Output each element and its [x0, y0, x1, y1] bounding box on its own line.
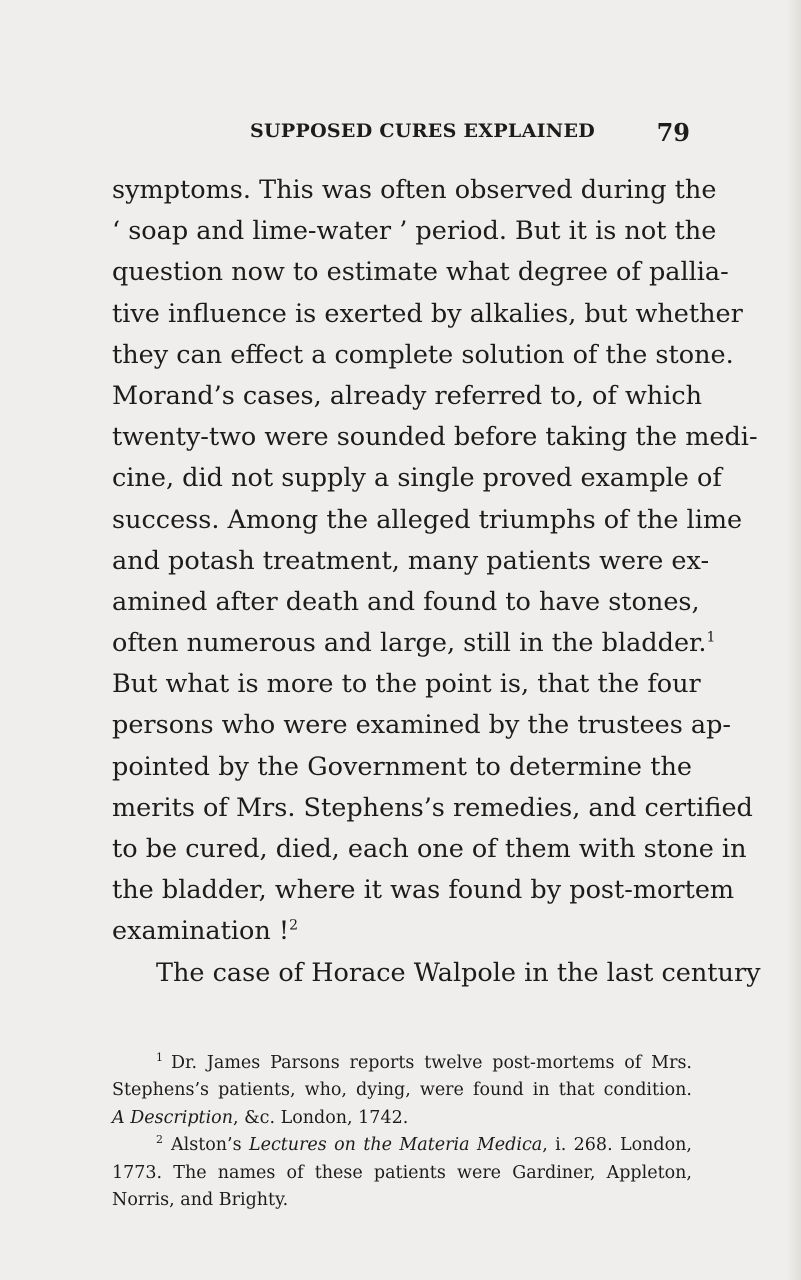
page-header: [250, 118, 690, 148]
footnote-2-text: , i. 268. London,: [542, 1135, 692, 1156]
footnote-1-line: [112, 1050, 692, 1077]
footnote-2-line: 1773. The names of these patients were Gardiner, Appleton,: [112, 1162, 692, 1183]
text-line: ‘ soap and lime-water ’ period. But it is not the: [112, 216, 717, 247]
text-line: merits of Mrs. Stephens’s remedies, and certified: [112, 792, 753, 823]
text-line: they can effect a complete solution of the stone.: [112, 339, 734, 370]
text-line: Morand’s cases, already referred to, of which: [112, 380, 703, 411]
footnote-2-line: Norris, and Brighty.: [112, 1189, 289, 1210]
text-line-content: examination !: [112, 916, 290, 947]
footnote-1-number: 1: [156, 1051, 163, 1065]
text-line: twenty-two were sounded before taking the medi-: [112, 422, 758, 453]
footnote-2-number: 2: [156, 1133, 163, 1147]
footnote-2-title: Lectures on the Materia Medica: [248, 1135, 543, 1156]
text-line: question now to estimate what degree of pallia-: [112, 257, 729, 288]
footnote-ref-2: 2: [289, 917, 299, 934]
text-line: to be cured, died, each one of them with stone in: [112, 834, 747, 864]
text-line: But what is more to the point is, that the four: [112, 669, 701, 700]
text-line: persons who were examined by the trustees ap-: [112, 710, 732, 741]
text-line: symptoms. This was often observed during the: [112, 175, 717, 205]
body-text: [112, 170, 761, 994]
footnote-1-text: Dr. James Parsons reports twelve post-mortems of Mrs.: [171, 1053, 692, 1073]
text-line: [112, 911, 692, 952]
running-head: SUPPOSED CURES EXPLAINED: [250, 120, 596, 142]
footnote-1-title: A Description: [112, 1107, 233, 1128]
text-line: and potash treatment, many patients were ex-: [112, 545, 710, 576]
text-line: success. Among the alleged triumphs of the lime: [112, 504, 743, 535]
text-line-content: often numerous and large, still in the bladder.: [112, 628, 707, 659]
footnote-1-line: [112, 1105, 692, 1132]
text-line: the bladder, where it was found by post-mortem: [112, 875, 735, 906]
text-line: tive influence is exerted by alkalies, but whether: [112, 298, 743, 329]
page-edge-shadow: [787, 0, 801, 1280]
footnote-ref-1: 1: [706, 629, 716, 646]
page-number: 79: [656, 118, 690, 147]
text-line: cine, did not supply a single proved example of: [112, 463, 722, 494]
footnote-1-text: , &c. London, 1742.: [232, 1107, 409, 1128]
text-line: pointed by the Government to determine the: [112, 751, 692, 782]
paragraph-start-line: The case of Horace Walpole in the last century: [156, 957, 761, 988]
text-line: [112, 623, 716, 664]
footnote-2-text: Alston’s: [171, 1135, 249, 1156]
footnote-1-line: Stephens’s patients, who, dying, were found in that condition.: [112, 1080, 692, 1101]
text-line: amined after death and found to have stones,: [112, 586, 700, 617]
footnotes: [112, 1050, 692, 1214]
footnote-2-line: [112, 1132, 692, 1159]
